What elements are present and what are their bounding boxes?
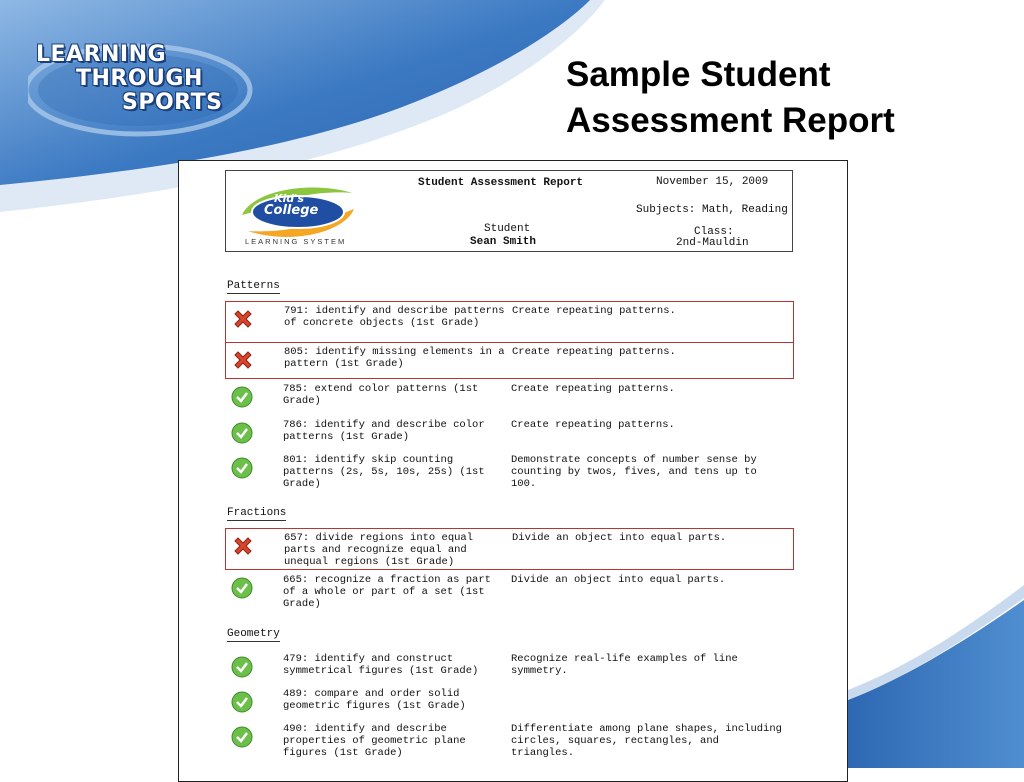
standard-text: Recognize real-life examples of line symmetry.	[511, 653, 738, 677]
assessment-row	[225, 342, 794, 379]
standard-text: Demonstrate concepts of number sense by counting by twos, fives, and tens up to 100.	[511, 454, 757, 490]
assessment-row	[225, 720, 792, 764]
objective-text: 665: recognize a fraction as part of a whole or part of a set (1st Grade)	[283, 574, 491, 610]
objective-text: 657: divide regions into equal parts and recognize equal and unequal regions (1st Grade)	[284, 532, 474, 568]
assessment-row	[225, 650, 792, 684]
assessment-report-document	[178, 160, 848, 782]
pass-check-icon	[231, 656, 253, 678]
assessment-row	[225, 528, 794, 570]
kids-college-logo	[234, 179, 364, 249]
assessment-row	[225, 451, 792, 495]
logo-line-2: THROUGH	[76, 66, 203, 91]
standard-text: Create repeating patterns.	[512, 305, 676, 317]
assessment-row	[225, 685, 792, 719]
pass-check-icon	[231, 386, 253, 408]
logo-line-1: LEARNING	[36, 42, 167, 67]
objective-text: 479: identify and construct symmetrical figures (1st Grade)	[283, 653, 479, 677]
standard-text: Divide an object into equal parts.	[511, 574, 726, 586]
objective-text: 490: identify and describe properties of geometric plane figures (1st Grade)	[283, 723, 466, 759]
kids-college-logo-top: Kid's	[274, 192, 305, 205]
kids-college-logo-bottom: College	[264, 203, 319, 218]
report-header	[225, 170, 793, 252]
class-name: 2nd-Mauldin	[676, 237, 749, 249]
student-label: Student	[484, 223, 531, 235]
pass-check-icon	[231, 577, 253, 599]
learning-through-sports-logo	[28, 40, 258, 140]
section-title-fractions: Fractions	[227, 507, 287, 519]
logo-line-3: SPORTS	[122, 90, 223, 115]
report-subjects: Subjects: Math, Reading	[636, 204, 788, 216]
report-title: Student Assessment Report	[418, 177, 584, 189]
standard-text: Create repeating patterns.	[512, 346, 676, 358]
section-title-geometry: Geometry	[227, 628, 280, 640]
fail-x-icon	[232, 349, 254, 371]
pass-check-icon	[231, 422, 253, 444]
objective-text: 785: extend color patterns (1st Grade)	[283, 383, 479, 407]
standard-text: Differentiate among plane shapes, including circles, squares, rectangles, and triangles.	[511, 723, 782, 759]
assessment-row	[225, 301, 794, 343]
objective-text: 801: identify skip counting patterns (2s, 5s, 10s, 25s) (1st Grade)	[283, 454, 485, 490]
kids-college-logo-subtitle: LEARNING SYSTEM	[245, 237, 347, 246]
pass-check-icon	[231, 726, 253, 748]
objective-text: 786: identify and describe color patterns (1st Grade)	[283, 419, 485, 443]
standard-text: Divide an object into equal parts.	[512, 532, 727, 544]
section-title-patterns: Patterns	[227, 280, 280, 292]
standard-text: Create repeating patterns.	[511, 383, 675, 395]
assessment-row	[225, 380, 792, 414]
fail-x-icon	[232, 308, 254, 330]
pass-check-icon	[231, 457, 253, 479]
assessment-row	[225, 571, 792, 615]
objective-text: 805: identify missing elements in a pattern (1st Grade)	[284, 346, 505, 370]
slide-title: Sample Student Assessment Report	[566, 55, 895, 140]
fail-x-icon	[232, 535, 254, 557]
objective-text: 791: identify and describe patterns of concrete objects (1st Grade)	[284, 305, 505, 329]
class-label: Class:	[694, 226, 734, 238]
objective-text: 489: compare and order solid geometric figures (1st Grade)	[283, 688, 466, 712]
pass-check-icon	[231, 691, 253, 713]
assessment-row	[225, 416, 792, 450]
standard-text: Create repeating patterns.	[511, 419, 675, 431]
student-name: Sean Smith	[470, 236, 537, 248]
report-date: November 15, 2009	[656, 176, 769, 188]
